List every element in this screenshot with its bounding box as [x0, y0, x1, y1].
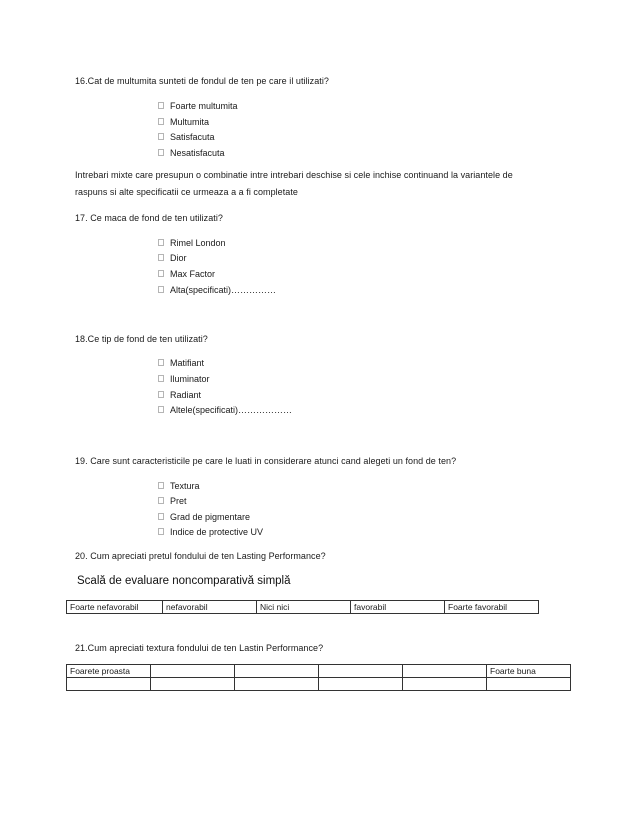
option-nesatisfacuta[interactable]: Nesatisfacuta — [170, 148, 225, 159]
scale-cell-nici-nici[interactable]: Nici nici — [257, 601, 351, 614]
checkbox-icon[interactable] — [158, 528, 164, 535]
option-satisfacuta[interactable]: Satisfacuta — [170, 132, 215, 143]
checkbox-icon[interactable] — [158, 133, 164, 140]
scale-cell-foarte-nefavorabil[interactable]: Foarte nefavorabil — [67, 601, 163, 614]
checkbox-icon[interactable] — [158, 359, 164, 366]
question-16: 16.Cat de multumita sunteti de fondul de ten pe care il utilizati? — [75, 76, 329, 86]
checkbox-icon[interactable] — [158, 375, 164, 382]
texture-rating-cell[interactable] — [403, 678, 487, 691]
mixed-note-line-2: raspuns si alte specificatii ce urmeaza a a fi completate — [75, 187, 298, 197]
texture-label-right: Foarte buna — [487, 665, 571, 678]
texture-rating-cell[interactable] — [319, 678, 403, 691]
option-foarte-multumita[interactable]: Foarte multumita — [170, 101, 238, 112]
option-altele[interactable]: Altele(specificati)……………… — [170, 405, 292, 416]
texture-rating-cell[interactable] — [151, 678, 235, 691]
checkbox-icon[interactable] — [158, 102, 164, 109]
question-20: 20. Cum apreciati pretul fondului de ten Lasting Performance? — [75, 551, 326, 561]
checkbox-icon[interactable] — [158, 254, 164, 261]
checkbox-icon[interactable] — [158, 286, 164, 293]
scale-heading: Scală de evaluare noncomparativă simplă — [77, 575, 291, 587]
texture-cell[interactable] — [403, 665, 487, 678]
mixed-note-line-1: Intrebari mixte care presupun o combinatie intre intrebari deschise si cele inchise continuand la variantele de — [75, 170, 513, 180]
scale-cell-favorabil[interactable]: favorabil — [351, 601, 445, 614]
texture-label-left: Foarete proasta — [67, 665, 151, 678]
option-alta[interactable]: Alta(specificati)…………… — [170, 285, 276, 296]
texture-cell[interactable] — [319, 665, 403, 678]
option-multumita[interactable]: Multumita — [170, 117, 209, 128]
checkbox-icon[interactable] — [158, 239, 164, 246]
question-19: 19. Care sunt caracteristicile pe care le luati in considerare atunci cand alegeti un fond de ten? — [75, 456, 457, 466]
option-rimel-london[interactable]: Rimel London — [170, 238, 226, 249]
option-iluminator[interactable]: Iluminator — [170, 374, 210, 385]
scale-cell-foarte-favorabil[interactable]: Foarte favorabil — [445, 601, 539, 614]
texture-rating-table — [66, 664, 571, 691]
option-max-factor[interactable]: Max Factor — [170, 269, 215, 280]
texture-rating-cell[interactable] — [487, 678, 571, 691]
question-21: 21.Cum apreciati textura fondului de ten Lastin Performance? — [75, 643, 324, 653]
checkbox-icon[interactable] — [158, 118, 164, 125]
checkbox-icon[interactable] — [158, 149, 164, 156]
checkbox-icon[interactable] — [158, 482, 164, 489]
option-radiant[interactable]: Radiant — [170, 390, 201, 401]
texture-cell[interactable] — [235, 665, 319, 678]
option-matifiant[interactable]: Matifiant — [170, 358, 204, 369]
texture-cell[interactable] — [151, 665, 235, 678]
texture-rating-cell[interactable] — [235, 678, 319, 691]
checkbox-icon[interactable] — [158, 406, 164, 413]
option-indice-uv[interactable]: Indice de protective UV — [170, 527, 263, 538]
option-pret[interactable]: Pret — [170, 496, 187, 507]
option-textura[interactable]: Textura — [170, 481, 200, 492]
question-18: 18.Ce tip de fond de ten utilizati? — [75, 334, 208, 344]
checkbox-icon[interactable] — [158, 391, 164, 398]
checkbox-icon[interactable] — [158, 270, 164, 277]
scale-cell-nefavorabil[interactable]: nefavorabil — [163, 601, 257, 614]
texture-rating-cell[interactable] — [67, 678, 151, 691]
rating-scale-table — [66, 600, 539, 614]
option-dior[interactable]: Dior — [170, 253, 187, 264]
option-grad-pigmentare[interactable]: Grad de pigmentare — [170, 512, 250, 523]
checkbox-icon[interactable] — [158, 513, 164, 520]
checkbox-icon[interactable] — [158, 497, 164, 504]
question-17: 17. Ce maca de fond de ten utilizati? — [75, 213, 223, 223]
